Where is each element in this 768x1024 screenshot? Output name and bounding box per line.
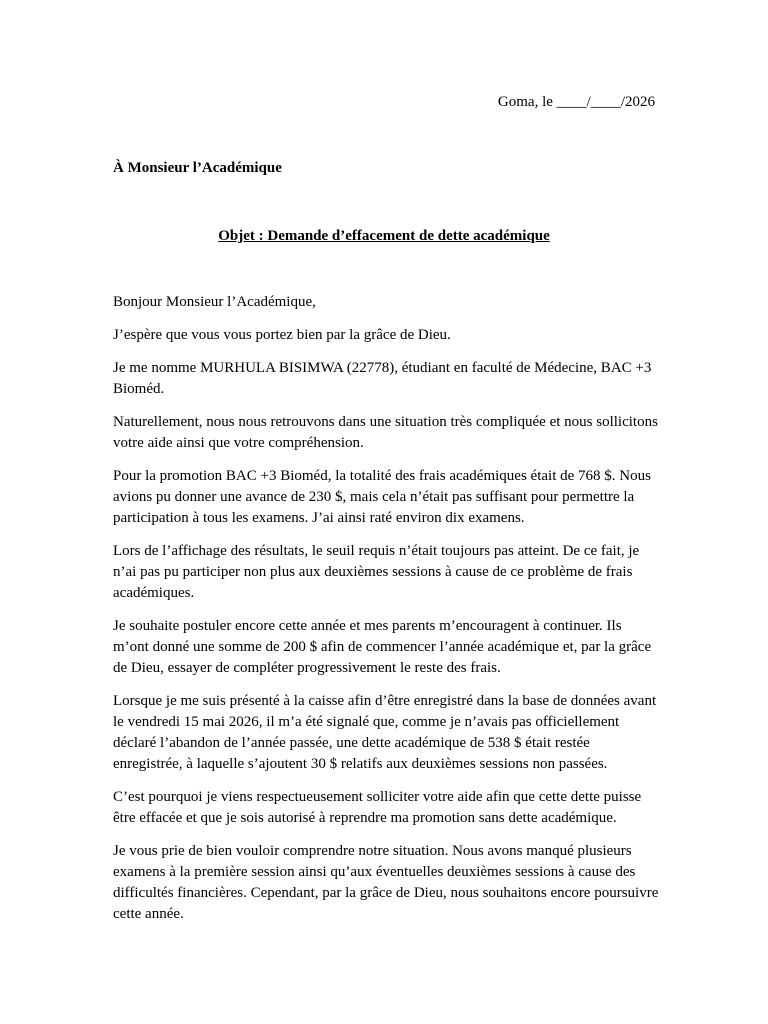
- body-paragraph: Naturellement, nous nous retrouvons dans une situation très compliquée et nous sollicitons votre aide ainsi que votre compréhension.: [113, 414, 658, 451]
- body-paragraph: C’est pourquoi je viens respectueusement solliciter votre aide afin que cette dette puisse être effacée et que je sois autorisé à reprendre ma promotion sans dette académique.: [113, 789, 642, 826]
- subject-line: Objet : Demande d’effacement de dette académique: [218, 228, 550, 244]
- salutation: Bonjour Monsieur l’Académique,: [113, 294, 316, 310]
- date-line: Goma, le ____/____/2026: [497, 94, 655, 110]
- body-paragraph: Je vous prie de bien vouloir comprendre notre situation. Nous avons manqué plusieurs examens à la première session ainsi qu’aux éventuelles deuxièmes sessions à cause des difficultés financières. Cependant, par la grâce de Dieu, nous souhaitons encore poursuivre cette année.: [113, 843, 659, 922]
- body-paragraph: Je me nomme MURHULA BISIMWA (22778), étudiant en faculté de Médecine, BAC +3 Bioméd.: [113, 360, 652, 397]
- body-paragraph: Lorsque je me suis présenté à la caisse afin d’être enregistré dans la base de données avant le vendredi 15 mai 2026, il m’a été signalé que, comme je n’avais pas officiellement déclaré l’abandon de l’année passée, une dette académique de 538 $ était restée enregistrée, à laquelle s’ajoutent 30 $ relatifs aux deuxièmes sessions non passées.: [113, 693, 657, 772]
- recipient: À Monsieur l’Académique: [113, 160, 282, 176]
- letter-body: [113, 292, 661, 937]
- body-paragraph: Je souhaite postuler encore cette année et mes parents m’encouragent à continuer. Ils m’ont donné une somme de 200 $ afin de commencer l’année académique et, par la grâce de Dieu, essayer de compléter progressivement le reste des frais.: [113, 618, 652, 676]
- body-paragraph: J’espère que vous vous portez bien par la grâce de Dieu.: [113, 327, 451, 343]
- body-paragraph: Lors de l’affichage des résultats, le seuil requis n’était toujours pas atteint. De ce fait, je n’ai pas pu participer non plus aux deuxièmes sessions à cause de ce problème de frais académiques.: [113, 543, 640, 601]
- body-paragraph: Pour la promotion BAC +3 Bioméd, la totalité des frais académiques était de 768 $. Nous avions pu donner une avance de 230 $, mais cela n’était pas suffisant pour permettre la participation à tous les examens. J’ai ainsi raté environ dix examens.: [113, 468, 651, 526]
